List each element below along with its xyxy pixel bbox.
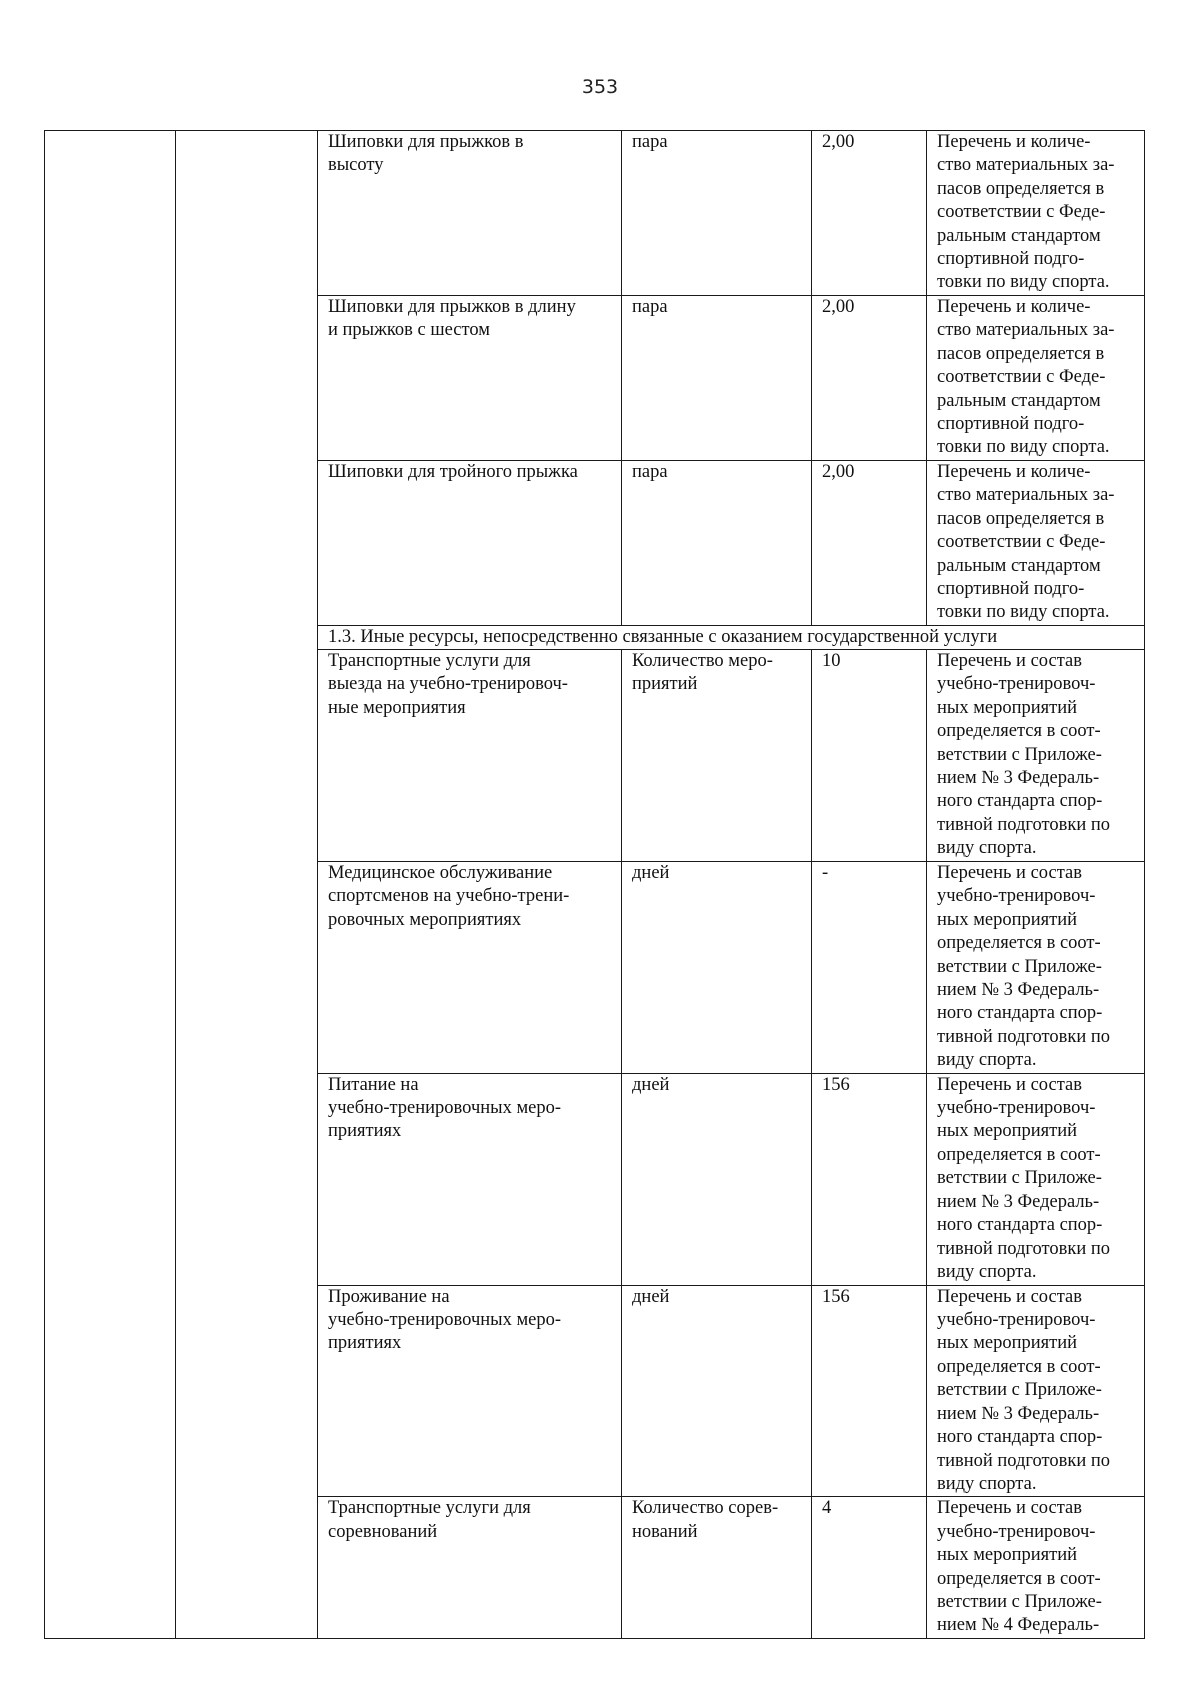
resource-name: Шиповки для прыжков в высоту (318, 131, 622, 296)
resource-note: Перечень и состав учебно-тренировоч- ных мероприятий определяется в соот- ветствии с Приложе- нием № 3 Федераль- ного стандарта спор- тивной подготовки по виду спорта. (927, 650, 1145, 862)
resource-name: Питание на учебно-тренировочных меро- приятиях (318, 1073, 622, 1285)
resource-unit: пара (622, 461, 812, 626)
resource-quantity: 10 (812, 650, 927, 862)
resource-quantity: 156 (812, 1285, 927, 1497)
resource-unit: пара (622, 296, 812, 461)
resource-name: Шиповки для тройного прыжка (318, 461, 622, 626)
resource-quantity: 2,00 (812, 461, 927, 626)
resource-name: Шиповки для прыжков в длину и прыжков с шестом (318, 296, 622, 461)
resources-table (44, 130, 1145, 1639)
resource-note: Перечень и количе- ство материальных за- пасов определяется в соответствии с Феде- ральным стандартом спортивной подго- товки по виду спорта. (927, 461, 1145, 626)
resource-unit: дней (622, 1285, 812, 1497)
resource-unit: пара (622, 131, 812, 296)
blank-column-1 (45, 131, 176, 1639)
resource-note: Перечень и количе- ство материальных за- пасов определяется в соответствии с Феде- ральным стандартом спортивной подго- товки по виду спорта. (927, 296, 1145, 461)
resource-quantity: 4 (812, 1497, 927, 1638)
page-number: 353 (581, 76, 619, 98)
resource-quantity: 2,00 (812, 131, 927, 296)
resource-quantity: 156 (812, 1073, 927, 1285)
resource-name: Проживание на учебно-тренировочных меро- приятиях (318, 1285, 622, 1497)
resource-name: Медицинское обслуживание спортсменов на учебно-трени- ровочных мероприятиях (318, 862, 622, 1074)
resource-quantity: 2,00 (812, 296, 927, 461)
table-row (45, 131, 1145, 296)
section-title: 1.3. Иные ресурсы, непосредственно связанные с оказанием государственной услуги (318, 626, 1145, 650)
resource-name: Транспортные услуги для соревнований (318, 1497, 622, 1638)
resource-note: Перечень и состав учебно-тренировоч- ных мероприятий определяется в соот- ветствии с Приложе- нием № 4 Федераль- (927, 1497, 1145, 1638)
resource-note: Перечень и состав учебно-тренировоч- ных мероприятий определяется в соот- ветствии с Приложе- нием № 3 Федераль- ного стандарта спор- тивной подготовки по виду спорта. (927, 1073, 1145, 1285)
resource-unit: дней (622, 862, 812, 1074)
resource-unit: Количество сорев- нований (622, 1497, 812, 1638)
resource-unit: дней (622, 1073, 812, 1285)
resource-quantity: - (812, 862, 927, 1074)
resource-note: Перечень и состав учебно-тренировоч- ных мероприятий определяется в соот- ветствии с Приложе- нием № 3 Федераль- ного стандарта спор- тивной подготовки по виду спорта. (927, 862, 1145, 1074)
blank-column-2 (176, 131, 318, 1639)
resource-note: Перечень и количе- ство материальных за- пасов определяется в соответствии с Феде- ральным стандартом спортивной подго- товки по виду спорта. (927, 131, 1145, 296)
resource-unit: Количество меро- приятий (622, 650, 812, 862)
resource-note: Перечень и состав учебно-тренировоч- ных мероприятий определяется в соот- ветствии с Приложе- нием № 3 Федераль- ного стандарта спор- тивной подготовки по виду спорта. (927, 1285, 1145, 1497)
resource-name: Транспортные услуги для выезда на учебно-тренировоч- ные мероприятия (318, 650, 622, 862)
